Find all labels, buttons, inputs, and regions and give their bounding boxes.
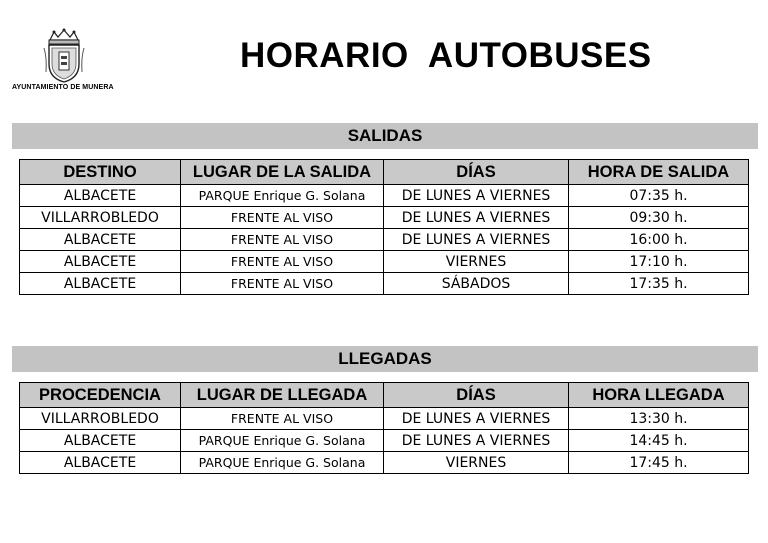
dias-cell: DE LUNES A VIERNES — [384, 408, 569, 430]
hora-cell: 13:30 h. — [569, 408, 749, 430]
salidas-section-title: SALIDAS — [12, 123, 758, 149]
hora-cell: 16:00 h. — [569, 229, 749, 251]
hora-cell: 14:45 h. — [569, 430, 749, 452]
dias-cell: DE LUNES A VIERNES — [384, 430, 569, 452]
coat-of-arms-icon — [42, 28, 86, 84]
column-header-dias: DÍAS — [384, 383, 569, 408]
dias-cell: SÁBADOS — [384, 273, 569, 295]
table-row — [20, 185, 749, 207]
table-row — [20, 251, 749, 273]
column-header-hora-llegada: HORA LLEGADA — [569, 383, 749, 408]
lugar-cell: PARQUE Enrique G. Solana — [181, 185, 384, 207]
dias-cell: DE LUNES A VIERNES — [384, 185, 569, 207]
column-header-dias: DÍAS — [384, 160, 569, 185]
destino-cell: ALBACETE — [20, 185, 181, 207]
hora-cell: 17:35 h. — [569, 273, 749, 295]
hora-cell: 17:45 h. — [569, 452, 749, 474]
procedencia-cell: ALBACETE — [20, 430, 181, 452]
lugar-cell: PARQUE Enrique G. Solana — [181, 430, 384, 452]
column-header-procedencia: PROCEDENCIA — [20, 383, 181, 408]
destino-cell: ALBACETE — [20, 251, 181, 273]
column-header-lugar-llegada: LUGAR DE LLEGADA — [181, 383, 384, 408]
column-header-destino: DESTINO — [20, 160, 181, 185]
lugar-cell: PARQUE Enrique G. Solana — [181, 452, 384, 474]
table-row — [20, 452, 749, 474]
lugar-cell: FRENTE AL VISO — [181, 229, 384, 251]
procedencia-cell: VILLARROBLEDO — [20, 408, 181, 430]
table-row — [20, 430, 749, 452]
table-row — [20, 408, 749, 430]
lugar-cell: FRENTE AL VISO — [181, 207, 384, 229]
lugar-cell: FRENTE AL VISO — [181, 273, 384, 295]
llegadas-section-title: LLEGADAS — [12, 346, 758, 372]
table-row — [20, 229, 749, 251]
llegadas-header-row — [20, 383, 749, 408]
destino-cell: VILLARROBLEDO — [20, 207, 181, 229]
lugar-cell: FRENTE AL VISO — [181, 408, 384, 430]
hora-cell: 07:35 h. — [569, 185, 749, 207]
dias-cell: DE LUNES A VIERNES — [384, 229, 569, 251]
salidas-table — [19, 159, 749, 295]
destino-cell: ALBACETE — [20, 229, 181, 251]
dias-cell: VIERNES — [384, 251, 569, 273]
destino-cell: ALBACETE — [20, 273, 181, 295]
column-header-hora-salida: HORA DE SALIDA — [569, 160, 749, 185]
organization-name: AYUNTAMIENTO DE MUNERA — [12, 84, 114, 91]
dias-cell: VIERNES — [384, 452, 569, 474]
dias-cell: DE LUNES A VIERNES — [384, 207, 569, 229]
table-row — [20, 207, 749, 229]
salidas-header-row — [20, 160, 749, 185]
page-title: HORARIO AUTOBUSES — [240, 36, 652, 75]
llegadas-table — [19, 382, 749, 474]
procedencia-cell: ALBACETE — [20, 452, 181, 474]
column-header-lugar-salida: LUGAR DE LA SALIDA — [181, 160, 384, 185]
lugar-cell: FRENTE AL VISO — [181, 251, 384, 273]
table-row — [20, 273, 749, 295]
hora-cell: 17:10 h. — [569, 251, 749, 273]
hora-cell: 09:30 h. — [569, 207, 749, 229]
